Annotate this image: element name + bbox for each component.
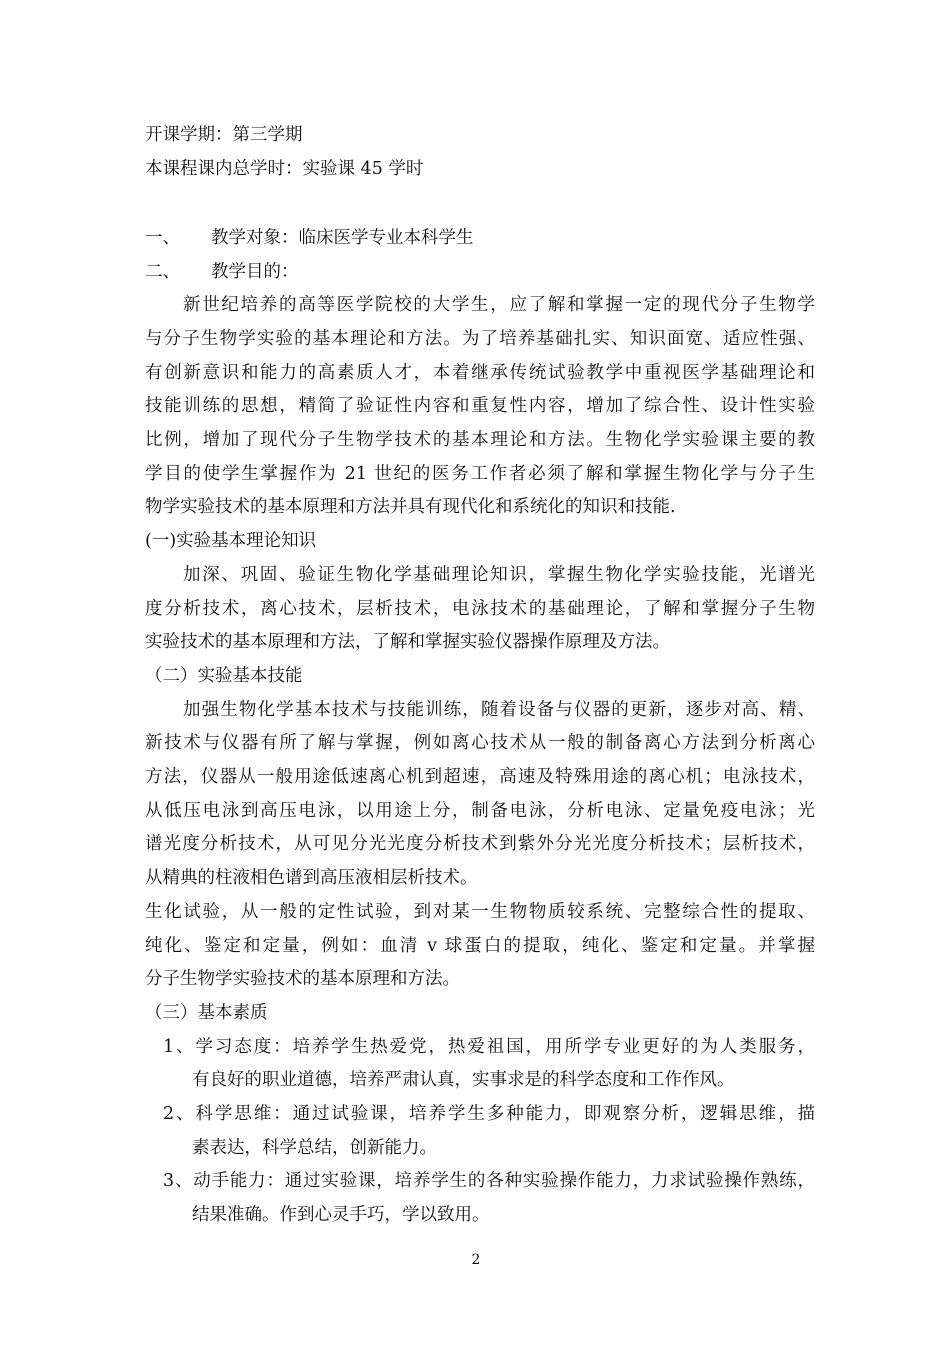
subsection-2-line: 纯化、鉴定和定量，例如：血清 v 球蛋白的提取，纯化、鉴定和定量。并掌握 [145,936,815,956]
subsection-2-line: 加强生物化学基本技术与技能训练，随着设备与仪器的更新，逐步对高、精、 [183,700,815,720]
intro-line: 比例，增加了现代分子生物学技术的基本理论和方法。生物化学实验课主要的教 [145,430,815,450]
subsection-2-line: 从低压电泳到高压电泳，以用途上分，制备电泳，分析电泳、定量免疫电泳；光 [145,801,815,821]
quality-item-3: 3、动手能力：通过实验课，培养学生的各种实验操作能力，力求试验操作熟练， [163,1171,815,1191]
subsection-1-line: 度分析技术，离心技术，层析技术，电泳技术的基础理论，了解和掌握分子生物 [145,599,815,619]
subsection-2-line: 生化试验，从一般的定性试验，到对某一生物物质较系统、完整综合性的提取、 [145,902,815,922]
quality-item-1: 1、学习态度：培养学生热爱党，热爱祖国，用所学专业更好的为人类服务， [163,1037,815,1057]
subsection-2-line: 分子生物学实验技术的基本原理和方法。 [145,969,460,989]
subsection-2-title: （二）实验基本技能 [145,666,303,686]
subsection-1-title: (一)实验基本理论知识 [145,531,317,551]
section-2-text: 教学目的： [211,262,299,282]
quality-item-3-cont: 结果准确。作到心灵手巧，学以致用。 [192,1205,490,1225]
section-1-heading [145,224,815,252]
subsection-3-title: （三）基本素质 [145,1003,268,1023]
intro-line: 新世纪培养的高等医学院校的大学生，应了解和掌握一定的现代分子生物学 [183,295,815,315]
subsection-2-line: 从精典的柱液相色谱到高压液相层析技术。 [145,868,478,888]
section-1-number: 一、 [145,228,180,248]
section-1-text: 教学对象：临床医学专业本科学生 [211,228,474,248]
subsection-2-line: 方法，仪器从一般用途低速离心机到超速，高速及特殊用途的离心机；电泳技术， [145,767,815,787]
intro-line: 与分子生物学实验的基本理论和方法。为了培养基础扎实、知识面宽、适应性强、 [145,329,815,349]
semester-line: 开课学期：第三学期 [145,125,303,145]
intro-line: 技能训练的思想，精简了验证性内容和重复性内容，增加了综合性、设计性实验 [145,396,815,416]
section-2-heading [145,258,815,286]
intro-line: 物学实验技术的基本原理和方法并具有现代化和系统化的知识和技能. [145,497,676,517]
intro-line: 有创新意识和能力的高素质人才，本着继承传统试验教学中重视医学基础理论和 [145,363,815,383]
subsection-2-line: 新技术与仪器有所了解与掌握，例如离心技术从一般的制备离心方法到分析离心 [145,733,815,753]
quality-item-1-cont: 有良好的职业道德，培养严肃认真，实事求是的科学态度和工作作风。 [192,1070,735,1090]
subsection-2-line: 谱光度分析技术，从可见分光光度分析技术到紫外分光光度分析技术；层析技术， [145,834,815,854]
quality-item-2: 2、科学思维：通过试验课，培养学生多种能力，即观察分析，逻辑思维，描 [163,1104,815,1124]
subsection-1-line: 加深、巩固、验证生物化学基础理论知识，掌握生物化学实验技能，光谱光 [183,565,815,585]
quality-item-2-cont: 素表达，科学总结，创新能力。 [192,1138,437,1158]
intro-line: 学目的使学生掌握作为 21 世纪的医务工作者必须了解和掌握生物化学与分子生 [145,464,815,484]
section-2-number: 二、 [145,262,180,282]
subsection-1-line: 实验技术的基本原理和方法，了解和掌握实验仪器操作原理及方法。 [145,632,670,652]
page-number: 2 [471,1252,481,1268]
total-hours-line: 本课程课内总学时：实验课 45 学时 [145,159,424,179]
